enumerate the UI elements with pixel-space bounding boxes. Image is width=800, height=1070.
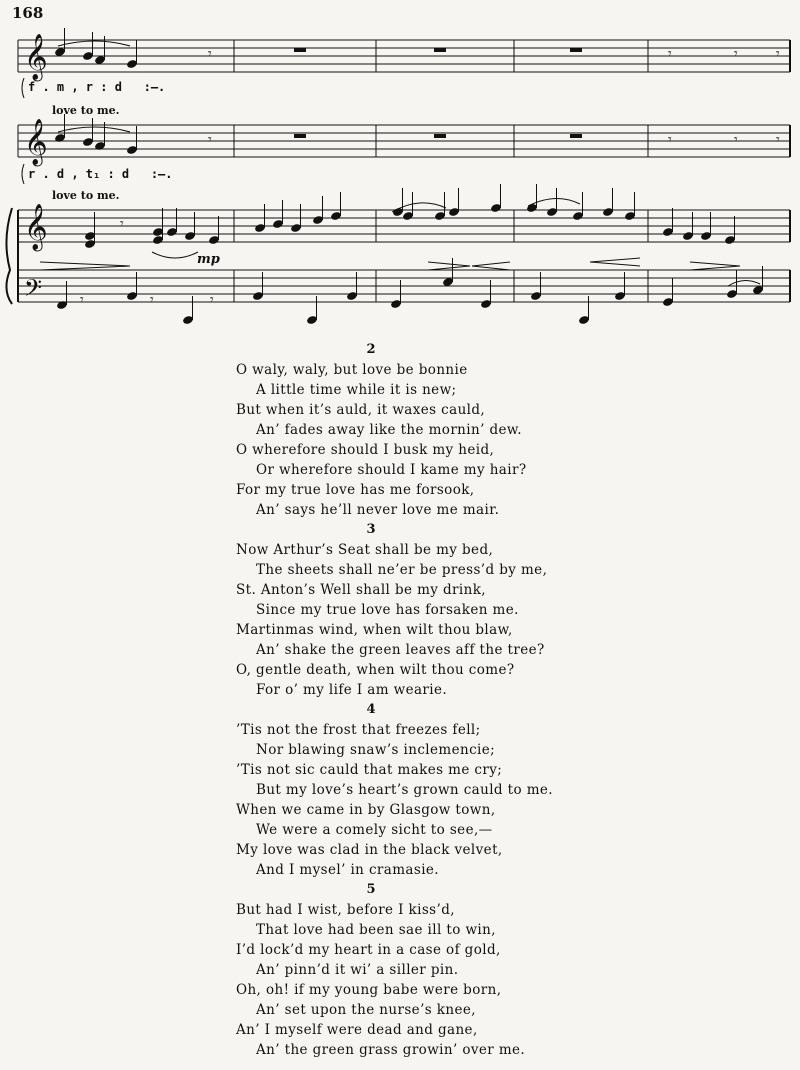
- verse-line: Nor blawing snaw’s inclemencie;: [256, 742, 496, 758]
- verse-line: Martinmas wind, when wilt thou blaw,: [236, 622, 513, 638]
- eighth-rest: 𝄾: [668, 46, 672, 62]
- verse-line: ’Tis not sic cauld that makes me cry;: [236, 762, 503, 778]
- verse-line: O waly, waly, but love be bonnie: [236, 362, 468, 378]
- eighth-rest: 𝄾: [776, 46, 780, 62]
- verse-stanza: [236, 700, 776, 880]
- slur: [58, 41, 130, 46]
- slur: [728, 280, 760, 286]
- whole-rest: [434, 134, 446, 138]
- verse-number: 3: [366, 522, 376, 537]
- verse-line: And I mysel’ in cramasie.: [256, 862, 439, 878]
- verse-line: O, gentle death, when wilt thou come?: [236, 662, 515, 678]
- eighth-rest: 𝄾: [776, 132, 780, 148]
- verse-line: My love was clad in the black velvet,: [236, 842, 503, 858]
- verse-line: But had I wist, before I kiss’d,: [236, 902, 455, 918]
- bass-clef-icon: 𝄢: [24, 274, 43, 307]
- verse-stanza: [236, 520, 776, 700]
- eighth-rest: 𝄾: [150, 292, 154, 308]
- eighth-rest: 𝄾: [208, 132, 212, 148]
- slur: [152, 252, 198, 258]
- whole-rest: [294, 134, 306, 138]
- verse-line: Now Arthur’s Seat shall be my bed,: [236, 542, 494, 558]
- treble-clef-icon: 𝄞: [24, 204, 48, 250]
- verse-line: An’ shake the green leaves aff the tree?: [256, 642, 545, 658]
- eighth-rest: 𝄾: [210, 292, 214, 308]
- treble-clef-icon: 𝄞: [24, 119, 48, 165]
- whole-rest: [434, 48, 446, 52]
- verse-line: ’Tis not the frost that freezes fell;: [236, 722, 481, 738]
- whole-rest: [570, 48, 582, 52]
- verse-number: 2: [366, 342, 376, 357]
- verse-stanza: [236, 880, 776, 1060]
- verses: [236, 340, 776, 1060]
- verse-number: 4: [366, 702, 376, 717]
- verse-line: An’ the green grass growin’ over me.: [256, 1042, 526, 1058]
- music-score: [0, 0, 800, 330]
- hairpin: [690, 262, 740, 270]
- slur: [58, 127, 130, 132]
- verse-line: Or wherefore should I kame my hair?: [256, 462, 527, 478]
- lyric-voice-1: love to me.: [52, 104, 120, 117]
- verse-line: I’d lock’d my heart in a case of gold,: [236, 942, 501, 958]
- lyric-voice-2: love to me.: [52, 189, 120, 202]
- solfa-bracket: [22, 164, 24, 184]
- verse-line: An’ fades away like the mornin’ dew.: [256, 422, 522, 438]
- verse-line: But when it’s auld, it waxes cauld,: [236, 402, 486, 418]
- verse-line: The sheets shall ne’er be press’d by me,: [256, 562, 548, 578]
- eighth-rest: 𝄾: [80, 292, 84, 308]
- verse-line: An’ I myself were dead and gane,: [236, 1022, 478, 1038]
- verse-line: St. Anton’s Well shall be my drink,: [236, 582, 486, 598]
- eighth-rest: 𝄾: [208, 46, 212, 62]
- solfa-voice-2: r . d , t₁ : d :—.: [28, 167, 173, 181]
- verse-line: For o’ my life I am wearie.: [256, 682, 448, 698]
- solfa-bracket: [22, 78, 24, 98]
- whole-rest: [294, 48, 306, 52]
- verse-line: That love had been sae ill to win,: [256, 922, 496, 938]
- verse-line: For my true love has me forsook,: [236, 482, 475, 498]
- treble-clef-icon: 𝄞: [24, 34, 48, 80]
- verse-line: Oh, oh! if my young babe were born,: [236, 982, 502, 998]
- verse-line: An’ says he’ll never love me mair.: [256, 502, 500, 518]
- verse-line: An’ pinn’d it wi’ a siller pin.: [256, 962, 459, 978]
- whole-rest: [570, 134, 582, 138]
- hairpin: [590, 258, 640, 266]
- hairpin: [472, 262, 510, 270]
- eighth-rest: 𝄾: [120, 216, 124, 232]
- slur: [528, 198, 580, 206]
- verse-line: We were a comely sicht to see,—: [256, 822, 493, 838]
- dynamic-marking: mp: [197, 252, 220, 267]
- solfa-voice-1: f . m , r : d :—.: [28, 80, 166, 94]
- verse-stanza: [236, 340, 776, 520]
- eighth-rest: 𝄾: [668, 132, 672, 148]
- verse-line: An’ set upon the nurse’s knee,: [256, 1002, 476, 1018]
- eighth-rest: 𝄾: [734, 132, 738, 148]
- verse-line: Since my true love has forsaken me.: [256, 602, 519, 618]
- verse-line: But my love’s heart’s grown cauld to me.: [256, 782, 553, 798]
- verse-number: 5: [366, 882, 376, 897]
- verse-line: A little time while it is new;: [256, 382, 457, 398]
- page-number: 168: [12, 4, 44, 22]
- hairpin: [428, 262, 470, 270]
- verse-line: O wherefore should I busk my heid,: [236, 442, 495, 458]
- eighth-rest: 𝄾: [734, 46, 738, 62]
- brace-icon: [6, 208, 12, 304]
- verse-line: When we came in by Glasgow town,: [236, 802, 496, 818]
- hairpin: [40, 262, 130, 270]
